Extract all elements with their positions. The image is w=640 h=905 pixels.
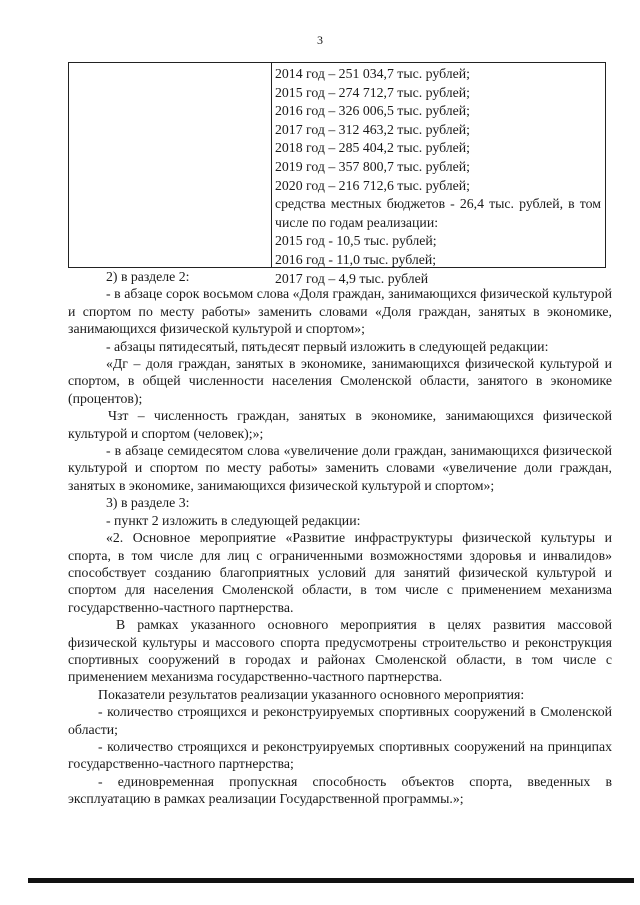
paragraph: - абзацы пятидесятый, пятьдесят первый изложить в следующей редакции: <box>106 338 549 354</box>
local-budget-text: средства местных бюджетов - 26,4 тыс. рублей, в том числе по годам реализации: <box>275 196 601 230</box>
paragraph: - количество строящихся и реконструируемых спортивных сооружений в Смоленской области; <box>68 704 612 737</box>
local-year-line: 2017 год – 4,9 тыс. рублей <box>275 270 429 286</box>
local-year-line: 2016 год - 11,0 тыс. рублей; <box>275 251 437 267</box>
funding-year-line: 2016 год – 326 006,5 тыс. рублей; <box>275 103 470 119</box>
paragraph: - в абзаце сорок восьмом слова «Доля граждан, занимающихся физической культурой и спортом по месту работы» заменить словами «Доля граждан, занятых в экономике, занимающихся физической культурой и спортом»; <box>68 286 612 337</box>
page-number: 3 <box>317 33 323 47</box>
table-right-cell <box>272 63 605 286</box>
paragraph: Показатели результатов реализации указанного основного мероприятия: <box>98 686 525 702</box>
funding-year-line: 2018 год – 285 404,2 тыс. рублей; <box>275 140 470 156</box>
paragraph: «2. Основное мероприятие «Развитие инфраструктуры физической культуры и спорта, в том числе для лиц с ограниченными возможностями здоровья и инвалидов» способствует созданию благоприятных условий для занятий физической культурой и спортом для населения Смоленской области, в том числе с применением механизма государственно-частного партнерства. <box>68 530 612 615</box>
funding-year-line: 2017 год – 312 463,2 тыс. рублей; <box>275 121 470 137</box>
paragraph: - количество строящихся и реконструируемых спортивных сооружений на принципах государственно-частного партнерства; <box>68 738 612 772</box>
funding-year-line: 2014 год – 251 034,7 тыс. рублей; <box>275 66 470 81</box>
table-left-cell <box>69 63 272 267</box>
paragraph: Чзт – численность граждан, занятых в экономике, занимающихся физической культурой и спортом (человек);»; <box>68 408 612 441</box>
bottom-border-rule <box>28 878 634 883</box>
section-heading: 2) в разделе 2: <box>106 269 190 284</box>
section-heading: 3) в разделе 3: <box>106 495 190 511</box>
funding-year-line: 2015 год – 274 712,7 тыс. рублей; <box>275 84 470 100</box>
paragraph: «Дг – доля граждан, занятых в экономике, занимающихся физической культурой и спортом, в общей численности населения Смоленской области, занятого в экономике (процентов); <box>68 356 612 406</box>
document-body <box>68 268 612 808</box>
funding-year-line: 2020 год – 216 712,6 тыс. рублей; <box>275 177 470 193</box>
paragraph: В рамках указанного основного мероприятия в целях развития массовой физической культуры и массового спорта предусмотрены строительство и реконструкция спортивных сооружений в городах и районах Смоленской области, в том числе с применением механизма государственно-частного партнерства. <box>68 617 612 685</box>
paragraph: - пункт 2 изложить в следующей редакции: <box>106 512 361 528</box>
funding-year-line: 2019 год – 357 800,7 тыс. рублей; <box>275 158 470 174</box>
local-year-line: 2015 год - 10,5 тыс. рублей; <box>275 233 437 249</box>
paragraph: - единовременная пропускная способность объектов спорта, введенных в эксплуатацию в рамках реализации Государственной программы.»; <box>68 773 612 807</box>
paragraph: - в абзаце семидесятом слова «увеличение доли граждан, занимающихся физической культурой и спортом по месту работы» заменить словами «увеличение доли граждан, занятых в экономике, занимающихся физической культурой и спортом»; <box>68 443 612 493</box>
